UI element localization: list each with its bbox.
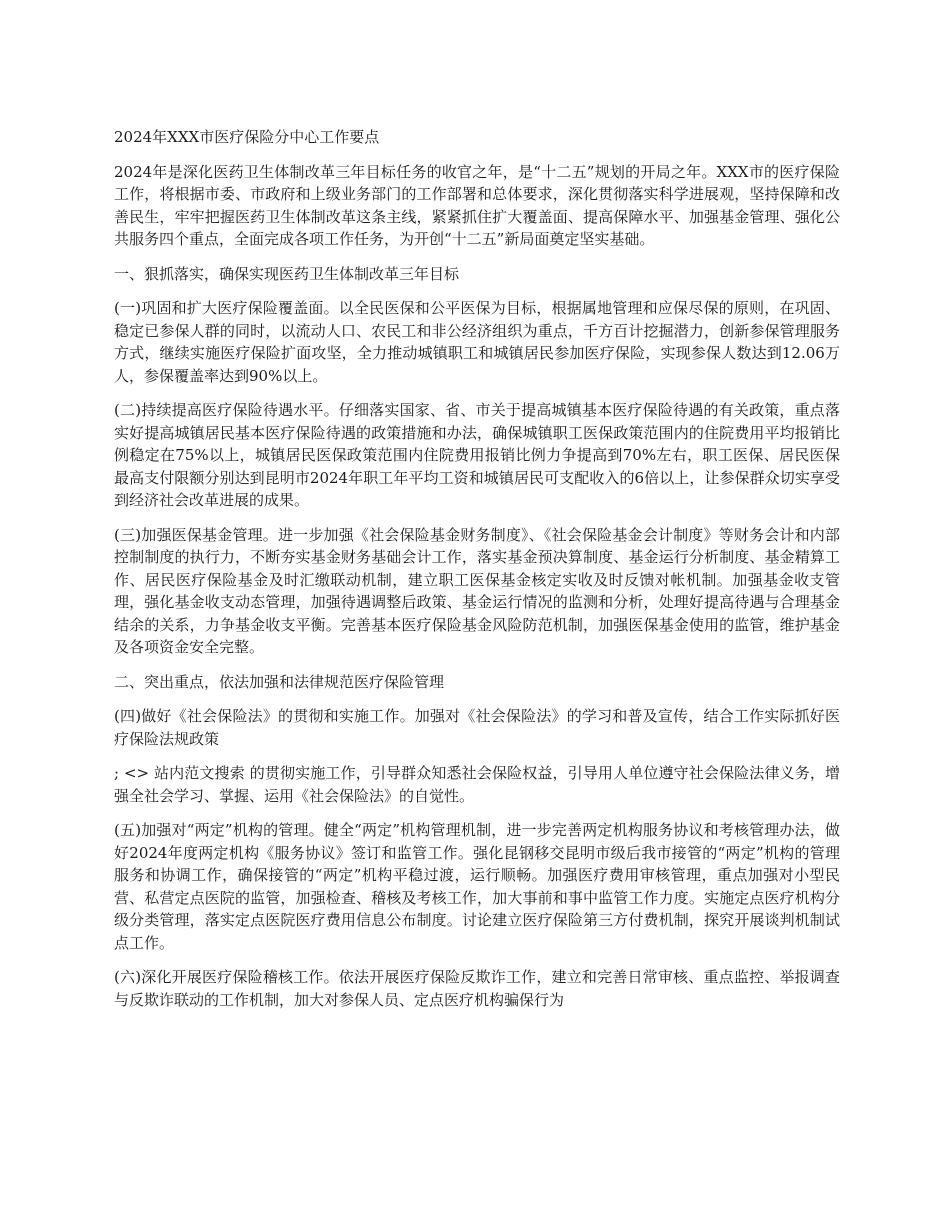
paragraph-item-1: (一)巩固和扩大医疗保险覆盖面。以全民医保和公平医保为目标，根据属地管理和应保尽保的原则，在巩固、稳定已参保人群的同时，以流动人口、农民工和非公经济组织为重点，千方百计挖掘潜力，创新参保管理服务方式，继续实施医疗保险扩面攻坚，全力推动城镇职工和城镇居民参加医疗保险，实现参保人数达到12.06万人，参保覆盖率达到90%以上。: [114, 299, 840, 385]
paragraph-item-4: (四)做好《社会保险法》的贯彻和实施工作。加强对《社会保险法》的学习和普及宣传，结合工作实际抓好医疗保险法规政策: [114, 707, 840, 748]
section-heading-2: 二、突出重点，依法加强和法律规范医疗保险管理: [114, 672, 445, 691]
paragraph-item-2: (二)持续提高医疗保险待遇水平。仔细落实国家、省、市关于提高城镇基本医疗保险待遇的有关政策，重点落实好提高城镇居民基本医疗保险待遇的政策措施和办法，确保城镇职工医保政策范围内的住院费用平均报销比例稳定在75%以上，城镇居民医保政策范围内住院费用报销比例力争提高到70%左右，职工医保、居民医保最高支付限额分别达到昆明市2024年职工年平均工资和城镇居民可支配收入的6倍以上，让参保群众切实享受到经济社会改革进展的成果。: [114, 401, 840, 509]
document-page: [114, 126, 840, 1023]
document-title: 2024年XXX市医疗保险分中心工作要点: [114, 128, 380, 146]
intro-paragraph: 2024年是深化医药卫生体制改革三年目标任务的收官之年，是“十二五”规划的开局之年。XXX市的医疗保险工作，将根据市委、市政府和上级业务部门的工作部署和总体要求，深化贯彻落实科学进展观，坚持保障和改善民生，牢牢把握医药卫生体制改革这条主线，紧紧抓住扩大覆盖面、提高保障水平、加强基金管理、强化公共服务四个重点，全面完成各项工作任务，为开创“十二五”新局面奠定坚实基础。: [114, 162, 840, 248]
section-heading-1: 一、狠抓落实，确保实现医药卫生体制改革三年目标: [114, 264, 460, 283]
paragraph-item-4-continued: ; <> 站内范文搜索 的贯彻实施工作，引导群众知悉社会保险权益，引导用人单位遵守社会保险法律义务，增强全社会学习、掌握、运用《社会保险法》的自觉性。: [114, 764, 840, 805]
paragraph-item-5: (五)加强对“两定”机构的管理。健全“两定”机构管理机制，进一步完善两定机构服务协议和考核管理办法，做好2024年度两定机构《服务协议》签订和监管工作。强化昆钢移交昆明市级后我市接管的“两定”机构的管理服务和协调工作，确保接管的“两定”机构平稳过渡，运行顺畅。加强医疗费用审核管理，重点加强对小型民营、私营定点医院的监管，加强检查、稽核及考核工作，加大事前和事中监管工作力度。实施定点医疗机构分级分类管理，落实定点医院医疗费用信息公布制度。讨论建立医疗保险第三方付费机制，探究开展谈判机制试点工作。: [114, 821, 840, 952]
paragraph-item-3: (三)加强医保基金管理。进一步加强《社会保险基金财务制度》、《社会保险基金会计制度》等财务会计和内部控制制度的执行力，不断夯实基金财务基础会计工作，落实基金预决算制度、基金运行分析制度、基金精算工作、居民医疗保险基金及时汇缴联动机制，建立职工医保基金核定实收及时反馈对帐机制。加强基金收支管理，强化基金收支动态管理，加强待遇调整后政策、基金运行情况的监测和分析，处理好提高待遇与合理基金结余的关系，力争基金收支平衡。完善基本医疗保险基金风险防范机制，加强医保基金使用的监管，维护基金及各项资金安全完整。: [114, 525, 840, 656]
paragraph-item-6: (六)深化开展医疗保险稽核工作。依法开展医疗保险反欺诈工作，建立和完善日常审核、重点监控、举报调查与反欺诈联动的工作机制，加大对参保人员、定点医疗机构骗保行为: [114, 968, 840, 1009]
